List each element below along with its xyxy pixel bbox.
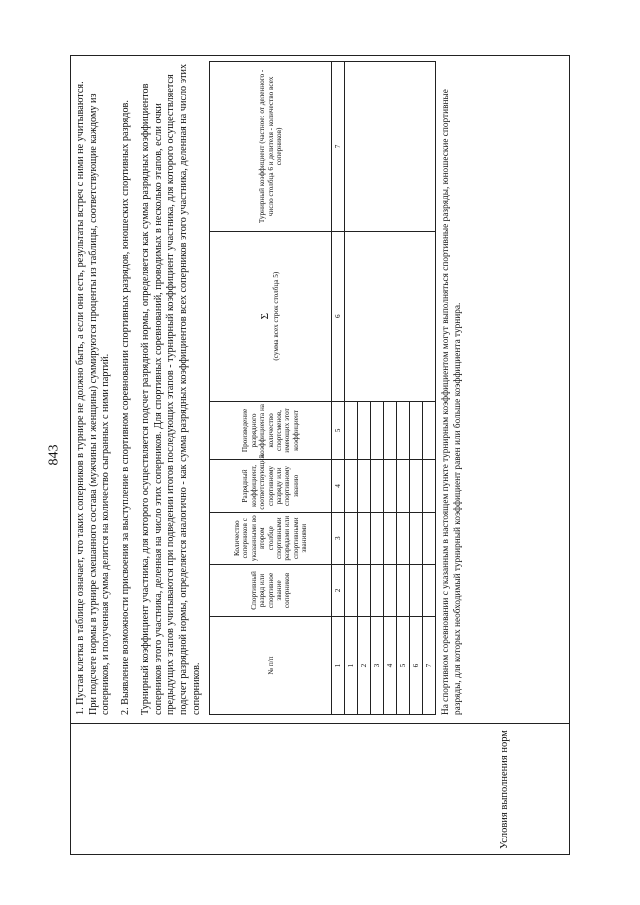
sum-cell (345, 231, 436, 401)
header-number: № п/п (210, 617, 332, 715)
table-cell (345, 401, 358, 460)
table-cell (358, 512, 371, 564)
row-number: 7 (423, 617, 436, 715)
header-rank: Спортивный разряд или спортивное звание соперников (210, 564, 332, 616)
note-1: 1. Пустая клетка в таблице означает, что таких соперников в турнире не должно быть, а если они есть, результаты встреч с ними не учитываются. При подсчете нормы в турнире смешанного состава (мужчины и женщины) суммируются проценты из таблицы, соответствующие каждому из соперников, и полученная сумма делится на количество сыгранных с ними партий. (75, 81, 112, 715)
table-cell (371, 564, 384, 616)
table-cell (410, 401, 423, 460)
table-cell (397, 564, 410, 616)
table-cell (410, 512, 423, 564)
column-number: 3 (332, 512, 345, 564)
column-number: 4 (332, 460, 345, 512)
table-cell (371, 460, 384, 512)
row-number: 5 (397, 617, 410, 715)
header-tournament-coefficient: Турнирный коэффициент (частное: от деленного - число столбца 6 и делителя - количество всех соперников) (210, 62, 332, 232)
table-cell (345, 460, 358, 512)
column-number: 2 (332, 564, 345, 616)
column-number: 5 (332, 401, 345, 460)
page-number (41, 430, 67, 480)
column-number: 7 (332, 62, 345, 232)
main-content (70, 55, 570, 723)
table-cell (423, 564, 436, 616)
tournament-coefficient-cell (345, 62, 436, 232)
column-number: 1 (332, 617, 345, 715)
table-cell (397, 401, 410, 460)
footer-note: На спортивном соревновании с указанным в настоящем пункте турнирным коэффициентом могут выполняться спортивные разряды, юношеские спортивные разряды, для которых необходимый турнирный коэффициент равен или больше коэффициента турнира. (441, 89, 463, 715)
column-number-row (332, 62, 345, 715)
header-rank-coefficient: Разрядный коэффициент, соответствующий спортивному разряду или спортивному званию (210, 460, 332, 512)
calculation-table (209, 61, 436, 715)
rotated-page-content (70, 55, 570, 855)
table-row (345, 62, 358, 715)
table-cell (397, 512, 410, 564)
note-3: Турнирный коэффициент участника, для которого осуществляется подсчет разрядной нормы, определяется как сумма разрядных коэффициентов соперников этого участника, деленная на число этих соперников. Для спортивных соревнований, проводимых в несколько этапов, если очки предыдущих этапов учитываются при подведении итогов последующих этапов - турнирный коэффициент участника, для которого осуществляется подсчет разрядной нормы, определяется аналогично - как сумма разрядных коэффициентов всех соперников этого участника, деленная на число этих соперников. (139, 63, 202, 715)
column-number: 6 (332, 231, 345, 401)
row-number: 6 (410, 617, 423, 715)
table-cell (423, 401, 436, 460)
table-header-row (210, 62, 332, 715)
conditions-label: Условия выполнения норм (499, 730, 510, 849)
table-cell (423, 460, 436, 512)
table-cell (384, 401, 397, 460)
row-number: 4 (384, 617, 397, 715)
table-cell (345, 564, 358, 616)
table-cell (384, 564, 397, 616)
table-cell (371, 512, 384, 564)
row-number: 3 (371, 617, 384, 715)
table-cell (371, 401, 384, 460)
row-number: 2 (358, 617, 371, 715)
header-opponents-count: Количество соперников с указанными во втором столбце спортивными разрядами или спортивными званиями (210, 512, 332, 564)
table-cell (358, 401, 371, 460)
header-sum-text: (сумма всех строк столбца 5) (271, 271, 280, 361)
table-cell (358, 564, 371, 616)
row-number: 1 (345, 617, 358, 715)
table-cell (397, 460, 410, 512)
table-cell (358, 460, 371, 512)
left-column (70, 723, 570, 855)
table-cell (345, 512, 358, 564)
table-cell (423, 512, 436, 564)
header-product: Произведение разрядного коэффициента на количество спортсменов, имеющих этот коэффициент (210, 401, 332, 460)
table-cell (410, 564, 423, 616)
sigma-symbol: Σ (259, 313, 272, 320)
table-cell (410, 460, 423, 512)
note-2: 2. Выявление возможности присвоения за выступление в спортивном соревновании спортивных разрядов, юношеских спортивных разрядов. (120, 100, 132, 715)
page-number-text: 843 (46, 444, 61, 466)
table-cell (384, 460, 397, 512)
header-sum (210, 231, 332, 401)
table-cell (384, 512, 397, 564)
